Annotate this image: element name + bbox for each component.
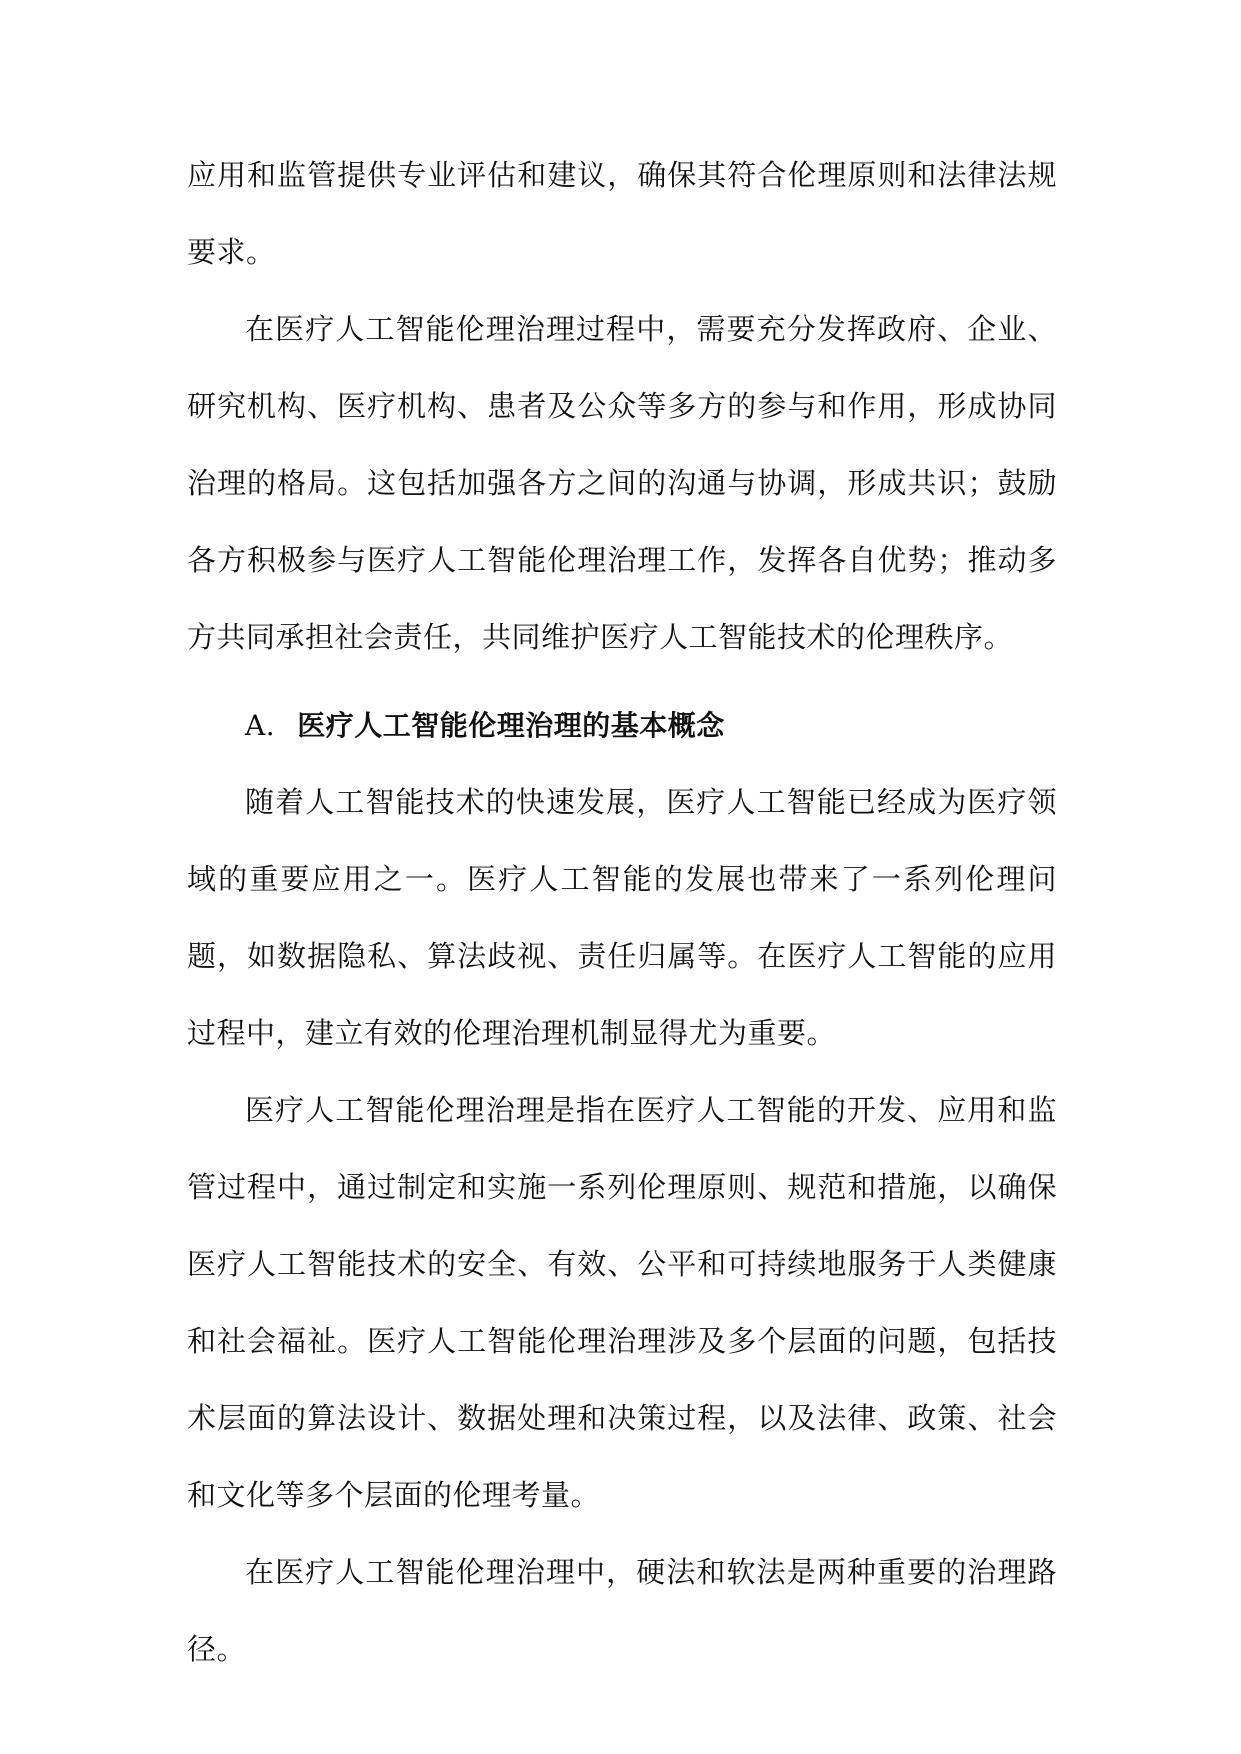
section-heading-title: 医疗人工智能伦理治理的基本概念 xyxy=(297,709,725,742)
section-heading-marker: A. xyxy=(245,709,276,742)
paragraph-governance-participation: 在医疗人工智能伦理治理过程中，需要充分发挥政府、企业、研究机构、医疗机构、患者及公众等多方的参与和作用，形成协同治理的格局。这包括加强各方之间的沟通与协调，形成共识；鼓励各方积极参与医疗人工智能伦理治理工作，发挥各自优势；推动多方共同承担社会责任，共同维护医疗人工智能技术的伦理秩序。 xyxy=(187,312,1057,654)
paragraph-ai-development: 随着人工智能技术的快速发展，医疗人工智能已经成为医疗领域的重要应用之一。医疗人工智能的发展也带来了一系列伦理问题，如数据隐私、算法歧视、责任归属等。在医疗人工智能的应用过程中，建立有效的伦理治理机制显得尤为重要。 xyxy=(187,785,1057,1050)
paragraph-governance-definition: 医疗人工智能伦理治理是指在医疗人工智能的开发、应用和监管过程中，通过制定和实施一系列伦理原则、规范和措施，以确保医疗人工智能技术的安全、有效、公平和可持续地服务于人类健康和社会福祉。医疗人工智能伦理治理涉及多个层面的问题，包括技术层面的算法设计、数据处理和决策过程，以及法律、政策、社会和文化等多个层面的伦理考量。 xyxy=(187,1093,1057,1512)
document-body xyxy=(187,137,1057,1688)
paragraph-continuation: 应用和监管提供专业评估和建议，确保其符合伦理原则和法律法规要求。 xyxy=(187,158,1057,269)
section-heading xyxy=(187,687,1057,764)
paragraph-hard-soft-law: 在医疗人工智能伦理治理中，硬法和软法是两种重要的治理路径。 xyxy=(187,1555,1057,1666)
